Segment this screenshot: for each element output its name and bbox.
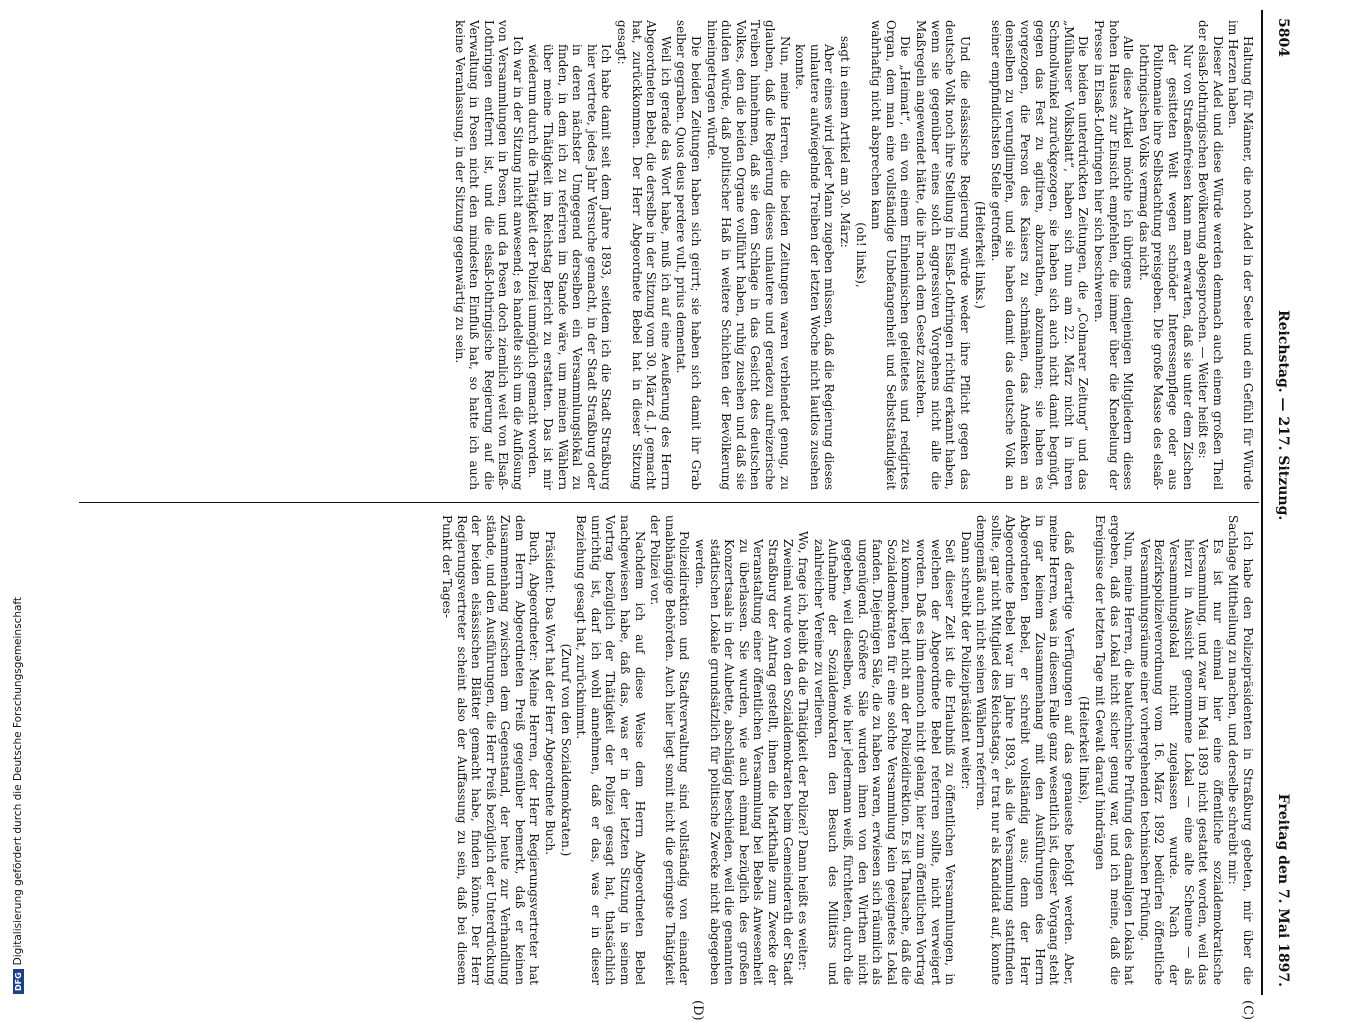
paragraph: Es ist nur einmal hier eine öffentliche sozialdemokratische Versammlung, und zwar im Mai 1893 nicht gestattet worden, weil das hierzu in Aussicht genommene Lokal — eine alte Scheune — als Versammlungslokal nicht zugelassen wurde. Nach der Bezirkspolizeiverordnung vom 16. März 1892 bedürfen öffentliche Versammlungsräume einer vorhergehenden technischen Prüfung. — [1137, 539, 1225, 985]
interjection: (Heiterkeit links.) — [973, 201, 988, 309]
paragraph: daß derartige Verfügungen auf das genaueste befolgt werden. Aber, meine Herren, was in diesem Falle ganz wesentlich ist, dieser Vorgang steht in gar keinem Zusammenhang mit den Ausführungen des Herrn Abgeordneten Bebel, er schreibt vollständig aus; denn der Herr Abgeordnete Bebel war im Jahre 1893, als die Versammlung stattfinden sollte, gar nicht Mitglied des Reichstags, er trat nur als Kandidat auf, konnte demgemäß auch nicht seinen Wählern referiren. — [974, 515, 1076, 985]
paragraph: Wo, frage ich, bleibt da die Thätigkeit der Polizei? Dann heißt es weiter: — [796, 531, 811, 971]
paragraph: Nun, meine Herren, die bautechnische Prüfung des damaligen Lokals hat ergeben, daß das Lokal nicht sicher genug war, und ich meine, daß die Ereignisse der letzten Tage mit Gewalt darauf hindrängen — [1093, 515, 1137, 985]
paragraph: Dann schreibt der Polizeipräsident weiter: — [958, 531, 973, 790]
session-date: Freitag den 7. Mai 1897. — [1275, 793, 1291, 987]
credit-text: Digitalisierung gefördert durch die Deutsche Forschungsgemeinschaft — [12, 596, 24, 966]
paragraph: Buch, Abgeordneter: Meine Herren, der Herr Regierungsvertreter hat dem Herrn Abgeordneten Preiß gegenüber bemerkt, daß er keinen Zusammenhang zwischen dem Gegenstand, der heute zur Verhandlung stände, und den Ausführungen, die Herr Preiß bezüglich der Unterdrückung der beiden elsässischen Blätter gemacht habe, finden könne. Der Herr Regierungsvertreter scheint also der Auffassung zu sein, daß bei diesem Punkt der Tages- — [439, 515, 542, 985]
paragraph: Seit dieser Zeit ist die Erlaubniß zu öffentlichen Versammlungen, in welchen der Abgeordnete Bebel referiren sollte, nicht verweigert worden. Daß es ihm dennoch nicht gelang, hier zum öffentlichen Vortrag zu kommen, liegt nicht an der Polizeidirektion. Es ist Thatsache, daß die Sozialdemokraten für eine solche Versammlung kein geeignetes Lokal fanden. Diejenigen Säle, die zu haben waren, erwiesen sich räumlich als ungenügend. Größere Säle wurden ihnen von den Wirthen nicht gegeben, weil dieselben, wie hier jedermann weiß, fürchteten, durch die Aufnahme der Sozialdemokraten den Besuch des Militärs und zahlreicher Vereine zu verlieren. — [811, 539, 958, 985]
column-divider — [79, 502, 1259, 503]
paragraph: Dieser Adel und diese Würde werden demnach auch einem großen Theil der elsaß-lothringischen Bevölkerung abgesprochen. — Weiter heißt es: — [1196, 20, 1225, 490]
paragraph: Die beiden unterdrückten Zeitungen, die „Colmarer Zeitung“ und das „Mülhauser Volksblatt“, haben sich nun am 22. März nicht in ihren Schmollwinkel zurückgezogen, sie haben sich auch nicht damit begnügt, gegen das Fest zu agitiren, abzurathen, abzumahnen; sie haben es vorgezogen, die Person des Kaisers zu schmähen, das Andenken an denselben zu verunglimpfen, und sie haben damit das deutsche Volk an seiner empfindlichsten Stelle getroffen. — [988, 20, 1091, 490]
header-rule — [1261, 10, 1263, 995]
paragraph: Ich habe den Polizeipräsidenten in Straßburg gebeten, mir über die Sachlage Mittheilung zu machen, und derselbe schreibt mir: — [1226, 515, 1255, 985]
margin-marker-d: (D) — [690, 1000, 705, 1021]
paragraph: Die „Heimat“, ein von einem Einheimischen geleitetes und redigirtes Organ, dem man eine vollständige Unbefangenheit und Selbstständigkeit wahrhaftig nicht absprechen kann — [869, 20, 913, 490]
margin-marker-c: (C) — [1240, 1000, 1255, 1021]
interjection: (Heiterkeit links), — [1077, 696, 1092, 804]
paragraph: Nachdem ich auf diese Weise dem Herrn Abgeordneten Bebel nachgewiesen habe, daß das, was er in der letzten Sitzung in seinem Vortrag bezüglich der Thätigkeit der Polizei gesagt hat, thatsächlich unrichtig ist, darf ich wohl annehmen, daß er das, was er in dieser Beziehung gesagt hat, zurücknimmt. — [574, 515, 647, 985]
document-page — [80, 10, 1295, 1021]
paragraph: Weil ich gerade das Wort habe, muß ich auf eine Aeußerung des Herrn Abgeordneten Bebel, die derselbe in der Sitzung vom 30. März d. J. gemacht hat, zurückkommen. Der Herr Abgeordnete Bebel hat in dieser Sitzung gesagt: — [615, 20, 673, 490]
paragraph: Polizeidirektion und Stadtverwaltung sind vollständig von einander unabhängige Behörden. Auch hier liegt somit nicht die geringste Thätigkeit der Polizei vor. — [648, 515, 692, 985]
paragraph: sagt in einem Artikel am 30. März: — [837, 36, 852, 248]
paragraph: Nur von Straßenfreisen kann man erwarten, daß sie unter dem Zischen der gesitteten Welt wegen schnöder Interessenpflege oder aus Politomanie ihre Selbstachtung preisgeben. Die große Masse des elsaß-lothringischen Volks vermag das nicht. — [1136, 44, 1195, 490]
page-header — [1265, 10, 1295, 995]
paragraph: Nun, meine Herren, die beiden Zeitungen waren verblendet genug, zu glauben, daß die Regierung dieses unlautere und geradezu aufreizerische Treiben hinnehmen, daß sie dem Schlage in das Gesicht des deutschen Volkes, den die beiden Organe vollführt haben, ruhig zusehen und daß sie dulden würde, daß politischer Haß in weitere Schichten der Bevölkerung hineingetragen würde. — [704, 20, 792, 490]
running-title: Reichstag. — 217. Sitzung. — [1275, 310, 1291, 521]
paragraph: Ich habe damit seit dem Jahre 1893, seitdem ich die Stadt Straßburg hier vertrete, jedes Jahr Versuche gemacht, in der Stadt Straßburg oder in deren nächster Umgegend derselben ein Versammlungslokal zu finden, in dem ich zu referiren im Stande wäre, um meinen Wählern über meine Thätigkeit im Reichstag Bericht zu erstatten. Das ist mir wiederum durch die Thätigkeit der Polizei unmöglich gemacht worden. — [526, 44, 614, 490]
right-text-column — [85, 515, 1255, 985]
paragraph: Und die elsässische Regierung würde weder ihre Pflicht gegen das deutsche Volk noch ihre Stellung in Elsaß-Lothringen richtig erkannt haben, wenn sie gegenüber eines solch aggressiven Vorgehens nicht alle die Maßregeln angewendet hätte, die ihr nach dem Gesetz zustehen. — [913, 20, 972, 490]
paragraph: Zweimal wurde von den Sozialdemokraten beim Gemeinderath der Stadt Straßburg der Antrag gestellt, ihnen die Markthalle zum Zwecke der Veranstaltung einer öffentlichen Versammlung bei Bebels Anwesenheit zu überlassen. Sie wurden, wie auch einmal bezüglich des großen Konzertsaals in der Aubette, abschlägig beschieden, weil die genannten städtischen Lokale grundsätzlich für politische Zwecke nicht abgegeben werden. — [693, 539, 795, 985]
paragraph: Aber eines wird jeder Mann zugeben müssen, daß die Regierung dieses unlautere aufwiegelnde Treiben der letzten Woche nicht lautlos zusehen konnte. — [793, 44, 837, 490]
page-number: 5804 — [1275, 18, 1291, 57]
paragraph: Haltung für Männer, die noch Adel in der Seele und ein Gefühl für Würde im Herzen haben. — [1226, 20, 1255, 490]
paragraph: Die beiden Zeitungen haben sich geirrt; sie haben sich damit ihr Grab selber gegraben. Quos deus perdere vult, prius dementat. — [674, 20, 704, 490]
dfg-logo: DFG — [13, 969, 24, 994]
interjection: (Zuruf von den Sozialdemokraten.) — [558, 643, 573, 857]
paragraph: Alle diese Artikel möchte ich übrigens denjenigen Mitgliedern dieses hohen Hauses zur Einsicht empfehlen, die immer über die Knebelung der Presse in Elsaß-Lothringen hier sich beschweren. — [1092, 20, 1136, 490]
paragraph: Präsident: Das Wort hat der Herr Abgeordnete Buch. — [543, 531, 558, 855]
paragraph: Ich war in der Sitzung nicht anwesend; es handelte sich um die Auflösung von Versammlungen in Posen, und da Posen doch ziemlich weit von Elsaß-Lothringen entfernt ist, und die elsaß-lothringische Regierung auf die Verwaltung in Posen nicht den mindesten Einfluß hat, so hatte ich auch keine Veranlassung, in der Sitzung gegenwärtig zu sein. — [452, 20, 525, 490]
left-text-column — [85, 20, 1255, 490]
interjection: (oh! links), — [853, 222, 868, 288]
